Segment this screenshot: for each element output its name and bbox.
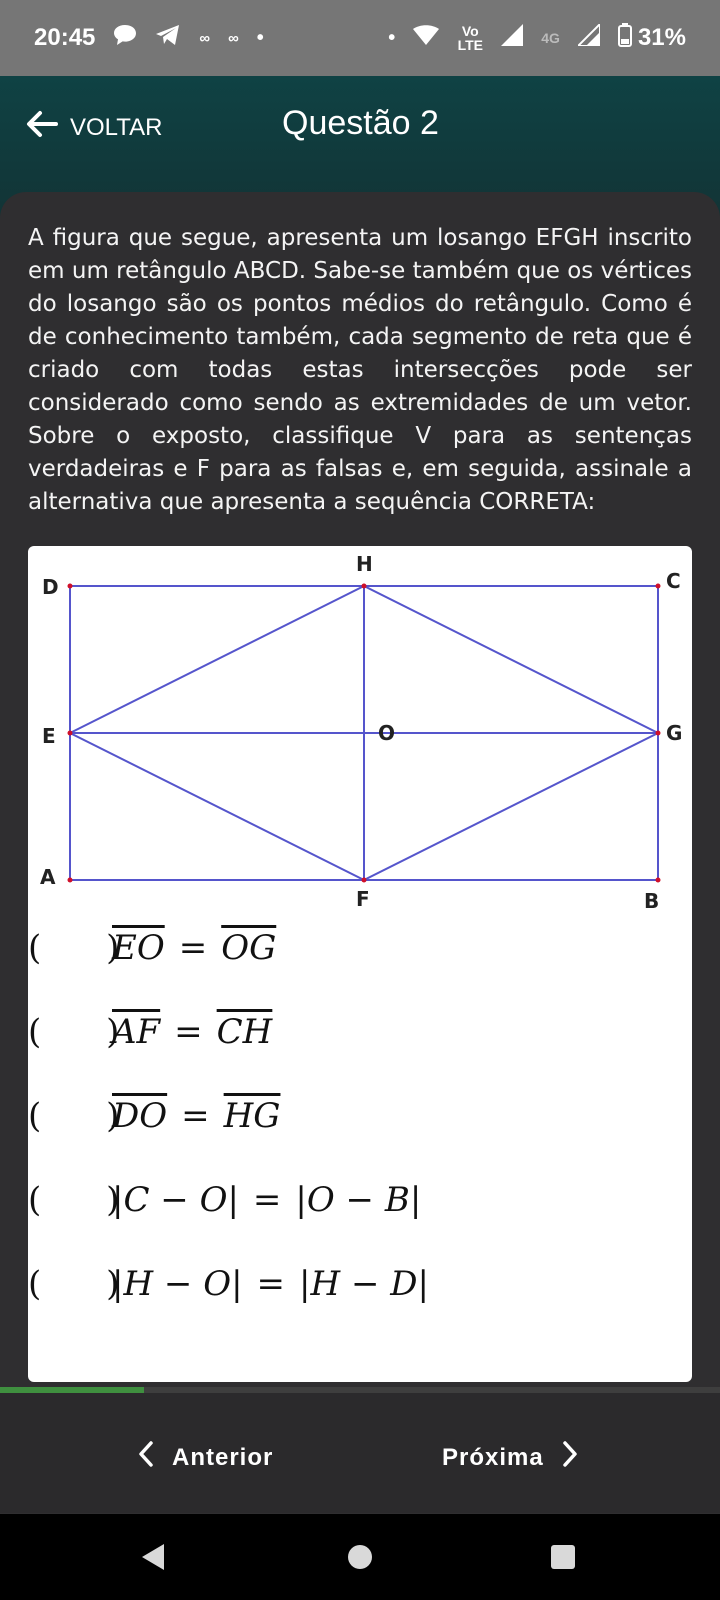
point-a bbox=[68, 878, 73, 883]
lhs: |H − O| bbox=[112, 1264, 243, 1304]
lhs: $\overline{AF}$ bbox=[112, 1012, 161, 1052]
back-triangle-icon[interactable] bbox=[140, 1542, 166, 1577]
rhs: |H − D| bbox=[299, 1264, 429, 1304]
home-circle-icon[interactable] bbox=[347, 1544, 373, 1575]
back-button[interactable] bbox=[26, 110, 162, 145]
label-f: F bbox=[356, 887, 370, 911]
battery-icon bbox=[618, 23, 632, 54]
statement-1[interactable]: ( ) $\overline{EO}$ = $\overline{OG}$ bbox=[28, 928, 277, 968]
page-title: Questão 2 bbox=[282, 104, 439, 142]
previous-button[interactable] bbox=[138, 1441, 273, 1474]
previous-label: Anterior bbox=[172, 1443, 274, 1471]
blank-paren: ( ) bbox=[28, 1180, 120, 1220]
point-f bbox=[362, 878, 367, 883]
label-d: D bbox=[42, 575, 59, 599]
point-c bbox=[656, 584, 661, 589]
label-a: A bbox=[40, 865, 56, 889]
blank-paren: ( ) bbox=[28, 1264, 120, 1304]
label-h: H bbox=[356, 552, 373, 576]
next-button[interactable] bbox=[442, 1441, 578, 1474]
point-d bbox=[68, 584, 73, 589]
statement-4[interactable]: ( ) |C − O| = |O − B| bbox=[28, 1180, 422, 1220]
app-icon: ∞ bbox=[199, 29, 211, 47]
statement-5[interactable]: ( ) |H − O| = |H − D| bbox=[28, 1264, 429, 1304]
point-h bbox=[362, 584, 367, 589]
clock: 20:45 bbox=[34, 24, 96, 51]
blank-paren: ( ) bbox=[28, 1096, 120, 1136]
label-g: G bbox=[666, 721, 683, 745]
statement-2[interactable]: ( ) $\overline{AF}$ = $\overline{CH}$ bbox=[28, 1012, 273, 1052]
rhs: |O − B| bbox=[295, 1180, 422, 1220]
point-e bbox=[68, 731, 73, 736]
lhs: $\overline{EO}$ bbox=[112, 928, 165, 968]
blank-paren: ( ) bbox=[28, 1012, 120, 1052]
battery-level: 31% bbox=[637, 24, 686, 51]
network-type: 4G bbox=[541, 30, 560, 46]
arrow-left-icon bbox=[26, 110, 58, 145]
lhs: $\overline{DO}$ bbox=[112, 1096, 168, 1136]
wifi-icon bbox=[413, 24, 439, 52]
back-label: VOLTAR bbox=[70, 113, 163, 141]
question-card bbox=[28, 546, 692, 1382]
chevron-left-icon bbox=[138, 1441, 154, 1474]
status-bar bbox=[0, 0, 720, 76]
question-navigation bbox=[0, 1393, 720, 1513]
next-label: Próxima bbox=[442, 1443, 544, 1471]
volte-icon: Vo LTE bbox=[457, 23, 483, 53]
question-text: A figura que segue, apresenta um losango EFGH inscrito em um retângulo ABCD. Sabe-se também que os vértices do losango são os pontos médios do retângulo. Como é de conhecimento também, cada segmento de reta que é criado com todas estas intersecções pode ser considerado como sendo as extremidades de um vetor. Sobre o exposto, classifique V para as sentenças verdadeiras e F para as falsas e, em seguida, assinale a alternativa que apresenta a sequência CORRETA: bbox=[28, 225, 692, 515]
recents-square-icon[interactable] bbox=[550, 1544, 576, 1575]
dot-icon: • bbox=[388, 26, 396, 49]
rhombus-figure bbox=[28, 546, 692, 916]
signal-icon bbox=[578, 24, 600, 53]
label-c: C bbox=[666, 569, 681, 593]
dot-icon: • bbox=[256, 26, 264, 49]
system-navigation-bar bbox=[0, 1514, 720, 1600]
telegram-icon bbox=[155, 24, 181, 53]
blank-paren: ( ) bbox=[28, 928, 120, 968]
label-b: B bbox=[644, 889, 660, 913]
point-g bbox=[656, 731, 661, 736]
signal-icon bbox=[501, 24, 523, 53]
rhs: $\overline{OG}$ bbox=[221, 928, 277, 968]
label-o: O bbox=[378, 721, 396, 745]
rhs: $\overline{HG}$ bbox=[223, 1096, 281, 1136]
statement-3[interactable]: ( ) $\overline{DO}$ = $\overline{HG}$ bbox=[28, 1096, 281, 1136]
lhs: |C − O| bbox=[112, 1180, 239, 1220]
label-e: E bbox=[42, 724, 56, 748]
rhs: $\overline{CH}$ bbox=[216, 1012, 273, 1052]
chat-icon bbox=[113, 24, 137, 53]
point-b bbox=[656, 878, 661, 883]
chevron-right-icon bbox=[562, 1441, 578, 1474]
app-icon: ∞ bbox=[228, 29, 239, 47]
